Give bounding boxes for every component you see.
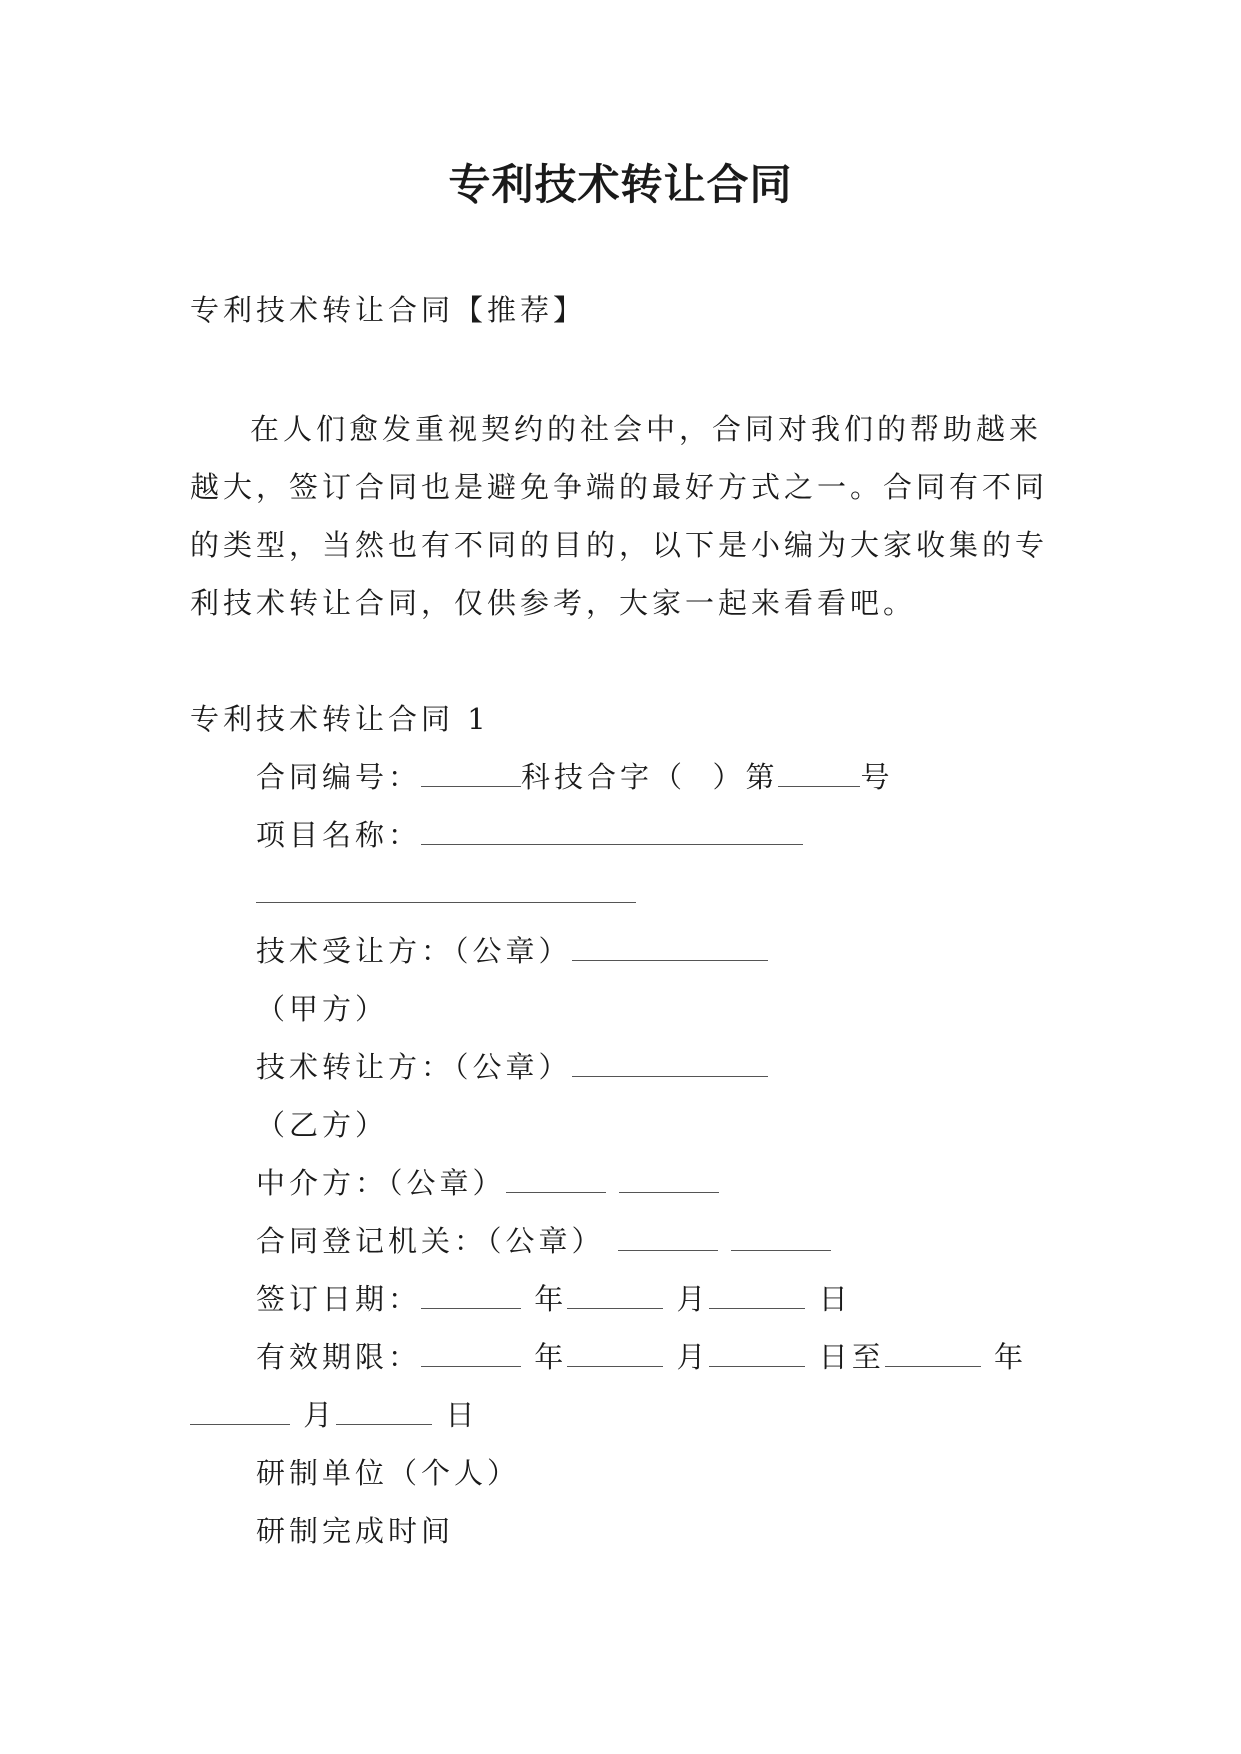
registry-row (256, 1222, 831, 1260)
registry-label: 合同登记机关：（公章） (256, 1224, 605, 1258)
registry-blank-2[interactable] (731, 1226, 831, 1251)
valid-to-month-blank[interactable] (190, 1400, 290, 1425)
section-heading: 专利技术转让合同 1 (190, 702, 490, 736)
intermediary-blank-1[interactable] (506, 1168, 606, 1193)
intro-line-3: 的类型，当然也有不同的目的，以下是小编为大家收集的专 (190, 528, 1049, 562)
dev-time-label: 研制完成时间 (256, 1514, 455, 1548)
transferee-label: 技术受让方：（公章） (256, 934, 572, 968)
project-name-blank-1[interactable] (421, 820, 803, 845)
contract-number-blank-2[interactable] (778, 762, 860, 787)
valid-to-day-blank[interactable] (336, 1400, 432, 1425)
valid-from-year-blank[interactable] (421, 1342, 521, 1367)
transferor-blank[interactable] (572, 1052, 768, 1077)
valid-from-year-label: 年 (534, 1340, 568, 1374)
intermediary-blank-2[interactable] (619, 1168, 719, 1193)
contract-number-blank-1[interactable] (421, 762, 521, 787)
contract-number-row (256, 758, 893, 796)
sign-month-blank[interactable] (567, 1284, 663, 1309)
transferee-row (256, 932, 768, 970)
transferee-party: （甲方） (256, 992, 389, 1026)
project-name-row (256, 816, 803, 854)
valid-to-day-label: 日 (445, 1398, 479, 1432)
transferor-label: 技术转让方：（公章） (256, 1050, 572, 1084)
intro-line-4: 利技术转让合同，仅供参考，大家一起来看看吧。 (190, 586, 917, 620)
valid-from-day-to-label: 日至 (818, 1340, 885, 1374)
valid-to-year-blank[interactable] (885, 1342, 981, 1367)
project-name-row-2 (256, 874, 636, 912)
transferor-party: （乙方） (256, 1108, 389, 1142)
sign-day-blank[interactable] (709, 1284, 805, 1309)
document-title: 专利技术转让合同 (448, 160, 793, 209)
transferee-blank[interactable] (572, 936, 768, 961)
contract-number-label: 合同编号： (256, 760, 422, 794)
valid-from-day-blank[interactable] (709, 1342, 805, 1367)
sign-month-label: 月 (676, 1282, 710, 1316)
dev-unit-label: 研制单位（个人） (256, 1456, 521, 1490)
sign-year-blank[interactable] (421, 1284, 521, 1309)
project-name-label: 项目名称： (256, 818, 422, 852)
transferor-row (256, 1048, 768, 1086)
project-name-blank-2[interactable] (256, 878, 636, 903)
contract-number-mid: 科技合字（ ）第 (521, 760, 779, 794)
sign-year-label: 年 (534, 1282, 568, 1316)
sign-date-row (256, 1280, 852, 1318)
contract-number-suffix: 号 (860, 760, 894, 794)
sign-day-label: 日 (818, 1282, 852, 1316)
registry-blank-1[interactable] (618, 1226, 718, 1251)
valid-period-row (256, 1338, 1027, 1376)
intermediary-row (256, 1164, 719, 1202)
document-subtitle: 专利技术转让合同【推荐】 (190, 293, 587, 327)
valid-to-year-label: 年 (993, 1340, 1027, 1374)
valid-to-month-label: 月 (303, 1398, 337, 1432)
valid-from-month-label: 月 (676, 1340, 710, 1374)
valid-from-month-blank[interactable] (567, 1342, 663, 1367)
sign-date-label: 签订日期： (256, 1282, 422, 1316)
intermediary-label: 中介方：（公章） (256, 1166, 506, 1200)
intro-line-1: 在人们愈发重视契约的社会中，合同对我们的帮助越来 (250, 412, 1043, 446)
intro-line-2: 越大，签订合同也是避免争端的最好方式之一。合同有不同 (190, 470, 1049, 504)
valid-period-row-2 (190, 1396, 478, 1434)
valid-period-label: 有效期限： (256, 1340, 422, 1374)
